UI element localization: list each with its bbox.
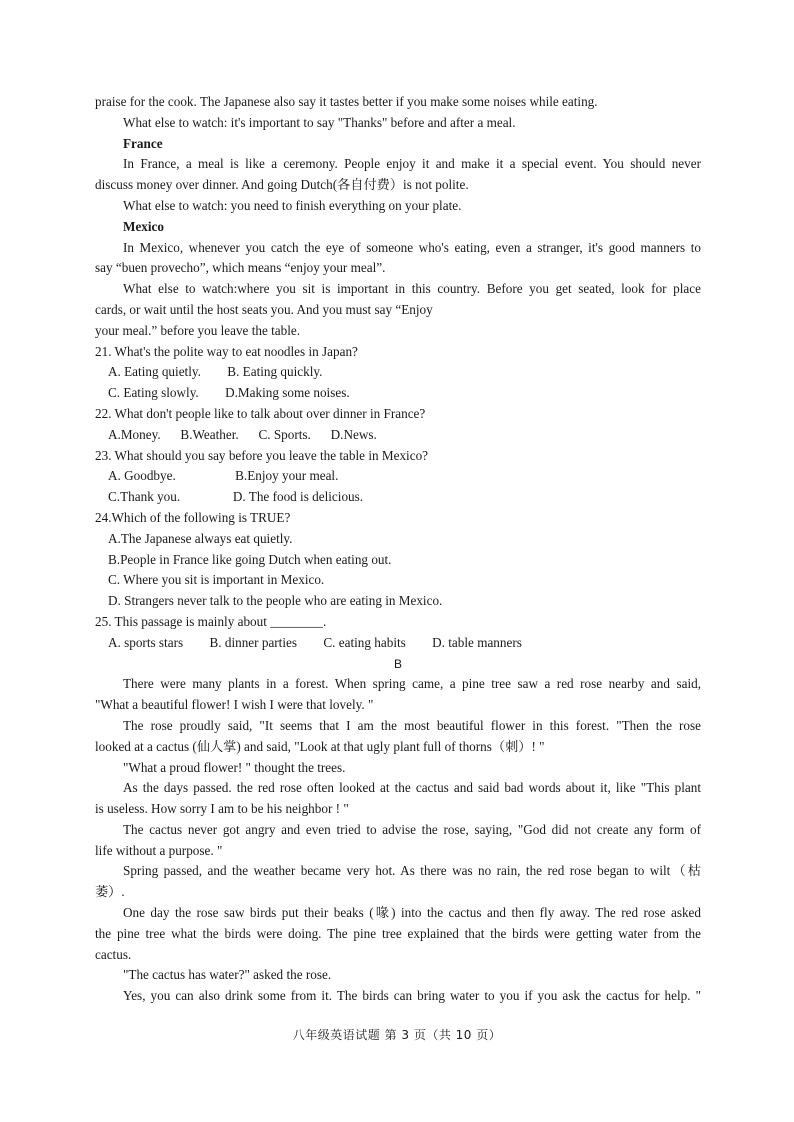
question-stem: 25. This passage is mainly about ________. — [95, 613, 327, 629]
passage-line: What else to watch: it's important to say "Thanks" before and after a meal. — [123, 114, 516, 130]
question-options: C. Eating slowly. D.Making some noises. — [108, 385, 350, 401]
question-options: A. sports stars B. dinner parties C. eating habits D. table manners — [108, 634, 522, 650]
passage-line: There were many plants in a forest. When spring came, a pine tree saw a red rose nearby and said, — [123, 676, 701, 692]
question-options: A. Goodbye. B.Enjoy your meal. — [108, 468, 339, 484]
passage-line: Spring passed, and the weather became very hot. As there was no rain, the red rose began to wilt（枯 — [123, 863, 701, 879]
section-heading-france: France — [123, 135, 163, 151]
passage-line: discuss money over dinner. And going Dutch(各自付费）is not polite. — [95, 177, 469, 193]
page-body — [95, 92, 701, 1007]
passage-line: praise for the cook. The Japanese also say it tastes better if you make some noises while eating. — [95, 94, 598, 109]
passage-line: looked at a cactus (仙人掌) and said, "Look at that ugly plant full of thorns（刺）! " — [95, 738, 545, 754]
passage-line: say “buen provecho”, which means “enjoy your meal”. — [95, 260, 386, 276]
question-options: C. Where you sit is important in Mexico. — [108, 572, 325, 588]
question-stem: 23. What should you say before you leave the table in Mexico? — [95, 447, 429, 463]
question-options: A. Eating quietly. B. Eating quickly. — [108, 364, 323, 380]
passage-line: The rose proudly said, "It seems that I am the most beautiful flower in this forest. "Then the rose — [123, 717, 701, 733]
passage-line: What else to watch: you need to finish everything on your plate. — [123, 197, 462, 213]
question-options: B.People in France like going Dutch when eating out. — [108, 551, 392, 567]
passage-line: is useless. How sorry I am to be his neighbor ! " — [95, 801, 349, 817]
question-stem: 22. What don't people like to talk about over dinner in France? — [95, 405, 426, 421]
passage-line: "What a beautiful flower! I wish I were that lovely. " — [95, 697, 374, 713]
section-heading-mexico: Mexico — [123, 218, 165, 234]
question-options: A.The Japanese always eat quietly. — [108, 530, 293, 546]
passage-line: As the days passed. the red rose often looked at the cactus and said bad words about it, like "This plant — [123, 780, 701, 796]
passage-line: cards, or wait until the host seats you. And you must say “Enjoy — [95, 301, 433, 317]
page-footer: 八年级英语试题 第 3 页（共 10 页） — [292, 1028, 502, 1042]
passage-line: Yes, you can also drink some from it. The birds can bring water to you if you ask the cactus for help. " — [123, 988, 701, 1004]
passage-line: life without a purpose. " — [95, 842, 223, 858]
section-label-b: B — [393, 656, 402, 671]
passage-line: 萎）. — [95, 884, 125, 900]
passage-line: your meal.” before you leave the table. — [95, 322, 301, 338]
passage-line: the pine tree what the birds were doing. The pine tree explained that the birds were getting water from the — [95, 925, 701, 941]
question-options: D. Strangers never talk to the people who are eating in Mexico. — [108, 593, 443, 609]
question-stem: 21. What's the polite way to eat noodles in Japan? — [95, 343, 358, 359]
passage-line: "The cactus has water?" asked the rose. — [123, 967, 332, 983]
passage-line: The cactus never got angry and even tried to advise the rose, saying, "God did not create any form of — [123, 821, 701, 837]
question-options: A.Money. B.Weather. C. Sports. D.News. — [108, 426, 377, 442]
question-options: C.Thank you. D. The food is delicious. — [108, 489, 364, 505]
passage-line: "What a proud flower! " thought the trees. — [123, 759, 346, 775]
passage-line: In France, a meal is like a ceremony. People enjoy it and make it a special event. You should never — [123, 156, 701, 172]
question-stem: 24.Which of the following is TRUE? — [95, 509, 291, 525]
passage-line: cactus. — [95, 946, 132, 962]
passage-line: What else to watch:where you sit is important in this country. Before you get seated, look for place — [123, 281, 701, 297]
passage-line: In Mexico, whenever you catch the eye of someone who's eating, even a stranger, it's good manners to — [123, 239, 701, 255]
passage-line: One day the rose saw birds put their beaks (喙) into the cactus and then fly away. The red rose asked — [123, 905, 701, 921]
